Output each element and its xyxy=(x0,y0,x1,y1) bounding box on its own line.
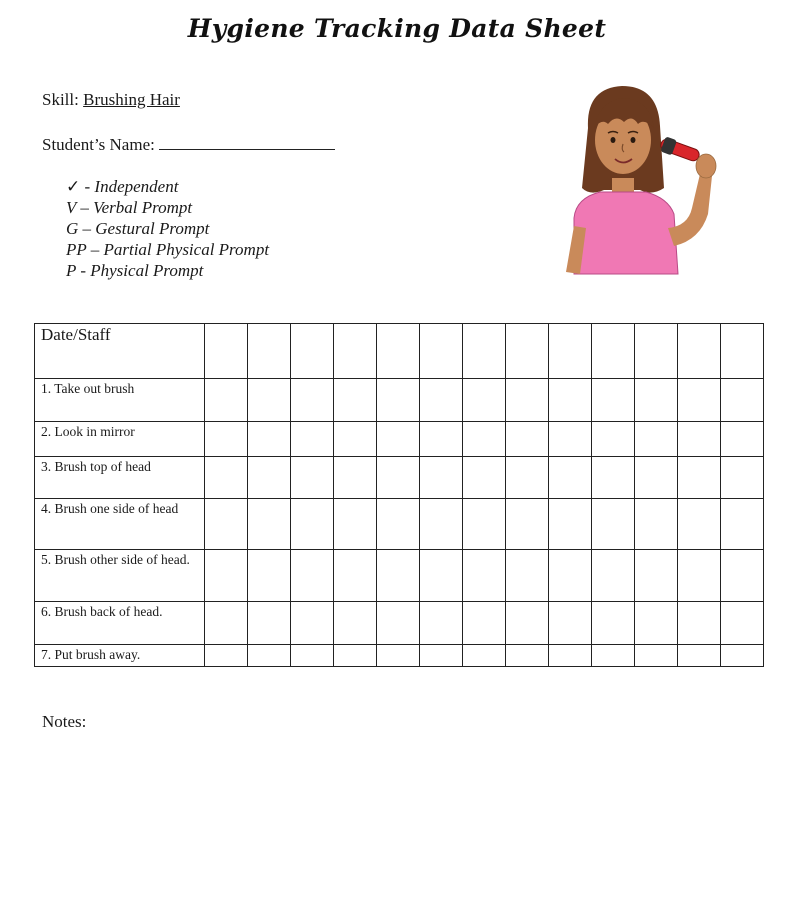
step-label: 2. Look in mirror xyxy=(35,422,205,457)
table-header-row xyxy=(35,324,764,379)
data-cell[interactable] xyxy=(506,422,549,457)
legend-separator: - xyxy=(80,177,95,196)
table-row xyxy=(35,499,764,550)
step-label: 3. Brush top of head xyxy=(35,457,205,499)
data-cell[interactable] xyxy=(721,499,764,550)
data-cell[interactable] xyxy=(549,379,592,422)
data-cell[interactable] xyxy=(463,422,506,457)
data-cell[interactable] xyxy=(463,457,506,499)
data-cell[interactable] xyxy=(205,457,248,499)
data-cell[interactable] xyxy=(721,379,764,422)
data-cell[interactable] xyxy=(592,379,635,422)
data-cell[interactable] xyxy=(506,457,549,499)
data-cell[interactable] xyxy=(334,324,377,379)
data-cell[interactable] xyxy=(635,645,678,667)
data-cell[interactable] xyxy=(721,645,764,667)
data-cell[interactable] xyxy=(721,457,764,499)
skill-value: Brushing Hair xyxy=(83,90,180,109)
legend-separator: - xyxy=(76,261,91,280)
legend-item-partial-physical xyxy=(66,239,269,260)
data-cell[interactable] xyxy=(678,499,721,550)
skill-label: Skill: xyxy=(42,90,79,109)
student-name-blank xyxy=(159,133,335,150)
data-cell[interactable] xyxy=(420,324,463,379)
legend-code: PP xyxy=(66,240,87,259)
data-cell[interactable] xyxy=(291,550,334,602)
prompt-legend xyxy=(66,176,269,281)
data-cell[interactable] xyxy=(291,499,334,550)
table-row xyxy=(35,602,764,645)
data-cell[interactable] xyxy=(248,645,291,667)
legend-meaning: Physical Prompt xyxy=(90,261,204,280)
data-cell[interactable] xyxy=(549,324,592,379)
data-cell[interactable] xyxy=(334,645,377,667)
data-cell[interactable] xyxy=(420,499,463,550)
legend-code: P xyxy=(66,261,77,280)
data-cell[interactable] xyxy=(334,602,377,645)
data-cell[interactable] xyxy=(721,324,764,379)
data-cell[interactable] xyxy=(377,422,420,457)
data-cell[interactable] xyxy=(592,499,635,550)
data-cell[interactable] xyxy=(248,602,291,645)
data-cell[interactable] xyxy=(592,457,635,499)
data-cell[interactable] xyxy=(678,457,721,499)
data-cell[interactable] xyxy=(635,379,678,422)
legend-item-independent xyxy=(66,176,269,197)
data-cell[interactable] xyxy=(506,550,549,602)
data-cell[interactable] xyxy=(592,550,635,602)
data-cell[interactable] xyxy=(248,499,291,550)
legend-separator: – xyxy=(76,198,94,217)
data-cell[interactable] xyxy=(678,324,721,379)
data-cell[interactable] xyxy=(205,602,248,645)
data-cell[interactable] xyxy=(377,457,420,499)
data-cell[interactable] xyxy=(678,645,721,667)
table-row xyxy=(35,457,764,499)
data-cell[interactable] xyxy=(549,457,592,499)
data-cell[interactable] xyxy=(291,379,334,422)
data-cell[interactable] xyxy=(463,645,506,667)
table-row xyxy=(35,422,764,457)
data-cell[interactable] xyxy=(420,602,463,645)
data-cell[interactable] xyxy=(592,645,635,667)
notes-label: Notes: xyxy=(42,712,87,731)
step-label: 7. Put brush away. xyxy=(35,645,205,667)
student-name-line xyxy=(42,133,335,155)
legend-separator: – xyxy=(78,219,96,238)
step-label: 5. Brush other side of head. xyxy=(35,550,205,602)
data-cell[interactable] xyxy=(635,499,678,550)
data-cell[interactable] xyxy=(592,602,635,645)
data-cell[interactable] xyxy=(205,645,248,667)
data-cell[interactable] xyxy=(549,645,592,667)
data-cell[interactable] xyxy=(678,422,721,457)
data-cell[interactable] xyxy=(291,422,334,457)
legend-item-physical xyxy=(66,260,269,281)
data-cell[interactable] xyxy=(205,550,248,602)
table-row xyxy=(35,645,764,667)
data-cell[interactable] xyxy=(721,422,764,457)
data-cell[interactable] xyxy=(334,499,377,550)
legend-meaning: Gestural Prompt xyxy=(95,219,210,238)
data-cell[interactable] xyxy=(678,550,721,602)
data-cell[interactable] xyxy=(291,457,334,499)
data-cell[interactable] xyxy=(506,499,549,550)
student-name-label: Student’s Name: xyxy=(42,135,155,154)
legend-meaning: Independent xyxy=(94,177,179,196)
data-cell[interactable] xyxy=(506,645,549,667)
date-staff-header: Date/Staff xyxy=(35,324,205,379)
girl-brushing-hair-icon xyxy=(560,78,730,278)
data-cell[interactable] xyxy=(291,324,334,379)
tracking-table xyxy=(34,323,764,667)
data-cell[interactable] xyxy=(721,550,764,602)
data-cell[interactable] xyxy=(635,457,678,499)
data-cell[interactable] xyxy=(506,379,549,422)
data-cell[interactable] xyxy=(592,422,635,457)
step-label: 4. Brush one side of head xyxy=(35,499,205,550)
data-cell[interactable] xyxy=(291,602,334,645)
data-cell[interactable] xyxy=(463,324,506,379)
data-cell[interactable] xyxy=(549,550,592,602)
data-cell[interactable] xyxy=(205,499,248,550)
data-cell[interactable] xyxy=(420,550,463,602)
legend-meaning: Partial Physical Prompt xyxy=(103,240,270,259)
data-cell[interactable] xyxy=(291,645,334,667)
data-cell[interactable] xyxy=(205,379,248,422)
data-cell[interactable] xyxy=(463,602,506,645)
data-cell[interactable] xyxy=(463,379,506,422)
legend-separator: – xyxy=(86,240,104,259)
data-cell[interactable] xyxy=(334,422,377,457)
data-cell[interactable] xyxy=(721,602,764,645)
data-cell[interactable] xyxy=(506,602,549,645)
data-cell[interactable] xyxy=(248,422,291,457)
data-cell[interactable] xyxy=(635,324,678,379)
data-cell[interactable] xyxy=(420,379,463,422)
legend-code: ✓ xyxy=(66,177,81,196)
data-cell[interactable] xyxy=(377,550,420,602)
data-cell[interactable] xyxy=(334,550,377,602)
legend-item-gestural xyxy=(66,218,269,239)
step-label: 1. Take out brush xyxy=(35,379,205,422)
data-cell[interactable] xyxy=(248,379,291,422)
data-cell[interactable] xyxy=(678,602,721,645)
data-cell[interactable] xyxy=(334,457,377,499)
legend-code: V xyxy=(66,198,77,217)
data-cell[interactable] xyxy=(334,379,377,422)
data-cell[interactable] xyxy=(420,422,463,457)
data-cell[interactable] xyxy=(377,602,420,645)
legend-item-verbal xyxy=(66,197,269,218)
data-cell[interactable] xyxy=(377,324,420,379)
skill-line xyxy=(42,90,180,110)
table-row xyxy=(35,550,764,602)
data-cell[interactable] xyxy=(248,324,291,379)
step-label: 6. Brush back of head. xyxy=(35,602,205,645)
legend-code: G xyxy=(66,219,79,238)
table-row xyxy=(35,379,764,422)
data-cell[interactable] xyxy=(248,457,291,499)
data-cell[interactable] xyxy=(377,379,420,422)
data-cell[interactable] xyxy=(463,499,506,550)
data-cell[interactable] xyxy=(592,324,635,379)
data-cell[interactable] xyxy=(377,645,420,667)
data-cell[interactable] xyxy=(205,422,248,457)
data-cell[interactable] xyxy=(205,324,248,379)
data-cell[interactable] xyxy=(678,379,721,422)
data-cell[interactable] xyxy=(549,422,592,457)
data-cell[interactable] xyxy=(635,550,678,602)
data-cell[interactable] xyxy=(549,602,592,645)
data-cell[interactable] xyxy=(248,550,291,602)
data-cell[interactable] xyxy=(377,499,420,550)
data-cell[interactable] xyxy=(420,645,463,667)
data-cell[interactable] xyxy=(506,324,549,379)
data-cell[interactable] xyxy=(635,602,678,645)
data-cell[interactable] xyxy=(420,457,463,499)
data-cell[interactable] xyxy=(463,550,506,602)
data-cell[interactable] xyxy=(635,422,678,457)
page-title: Hygiene Tracking Data Sheet xyxy=(187,14,607,43)
data-cell[interactable] xyxy=(549,499,592,550)
legend-meaning: Verbal Prompt xyxy=(93,198,193,217)
